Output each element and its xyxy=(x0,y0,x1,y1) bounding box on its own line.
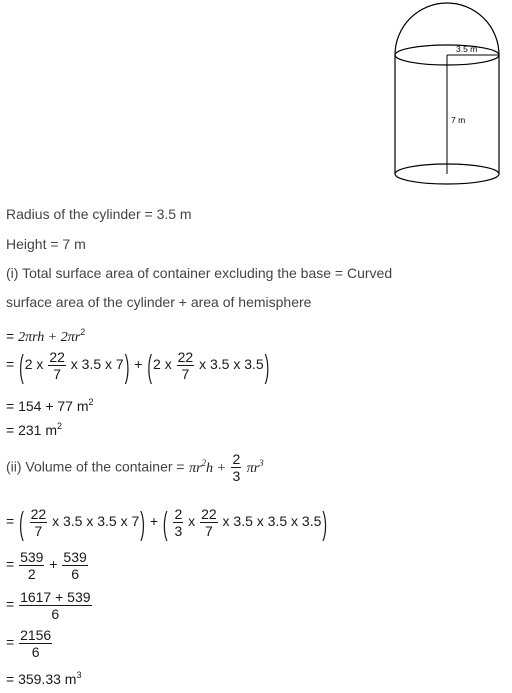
tsa-substitution: = (2 x $\frac{22}{7}$ x 3.5 x 7) + (2 x $\frac{22}{7}$ x 3.5 x 3.5) xyxy=(6,347,270,384)
volume-simplified: = $\frac{2156}{6}$ xyxy=(6,627,52,660)
part1-statement-b: surface area of the cylinder + area of hemisphere xyxy=(6,294,312,310)
part2-statement: (ii) Volume of the container = $\pi r^2h$ + $\frac{2}{3}$ $\pi r^3$ xyxy=(6,451,264,484)
volume-substitution: = ( $\frac{22}{7}$ x 3.5 x 3.5 x 7) + ( $\frac{2}{3}$ x $\frac{22}{7}$ x 3.5 x 3.5 x 3.5) xyxy=(6,504,328,541)
fraction-22-7: $\frac{22}{7}$ xyxy=(201,506,217,539)
tsa-sum: = 154 + 77 $m^2$ xyxy=(6,397,94,414)
tsa-result: = 231 $m^2$ xyxy=(6,421,62,438)
volume-fractions: = $\frac{539}{2}$ + $\frac{539}{6}$ xyxy=(6,549,87,582)
fraction-22-7: $\frac{22}{7}$ xyxy=(30,506,47,539)
tsa-formula: = $2\pi rh + 2\pi r^2$ xyxy=(6,327,86,345)
fraction-2-3: $\frac{2}{3}$ xyxy=(174,506,183,539)
radius-statement: Radius of the cylinder = 3.5 m xyxy=(6,206,192,222)
fraction-sum-6: $\frac{1617 + 539}{6}$ xyxy=(20,589,91,622)
volume-combined: = $\frac{1617 + 539}{6}$ xyxy=(6,589,91,622)
fraction-2-3: $\frac{2}{3}$ xyxy=(232,451,241,484)
height-statement: Height = 7 m xyxy=(6,236,86,252)
part1-statement-a: (i) Total surface area of container excluding the base = Curved xyxy=(6,265,393,281)
fraction-22-7: $\frac{22}{7}$ xyxy=(177,349,194,382)
fraction-539-2: $\frac{539}{2}$ xyxy=(20,549,44,582)
fraction-2156-6: $\frac{2156}{6}$ xyxy=(20,627,52,660)
hemisphere-outline xyxy=(395,3,499,55)
cylinder-hemisphere-figure xyxy=(385,0,512,192)
height-label: 7 m xyxy=(451,115,466,125)
volume-result: = 359.33 $m^3$ xyxy=(6,670,82,687)
fraction-22-7: $\frac{22}{7}$ xyxy=(49,349,65,382)
radius-label: 3.5 m xyxy=(456,44,478,54)
tsa-expression: 2πrh + 2πr xyxy=(18,330,81,345)
fraction-539-6: $\frac{539}{6}$ xyxy=(63,549,87,582)
